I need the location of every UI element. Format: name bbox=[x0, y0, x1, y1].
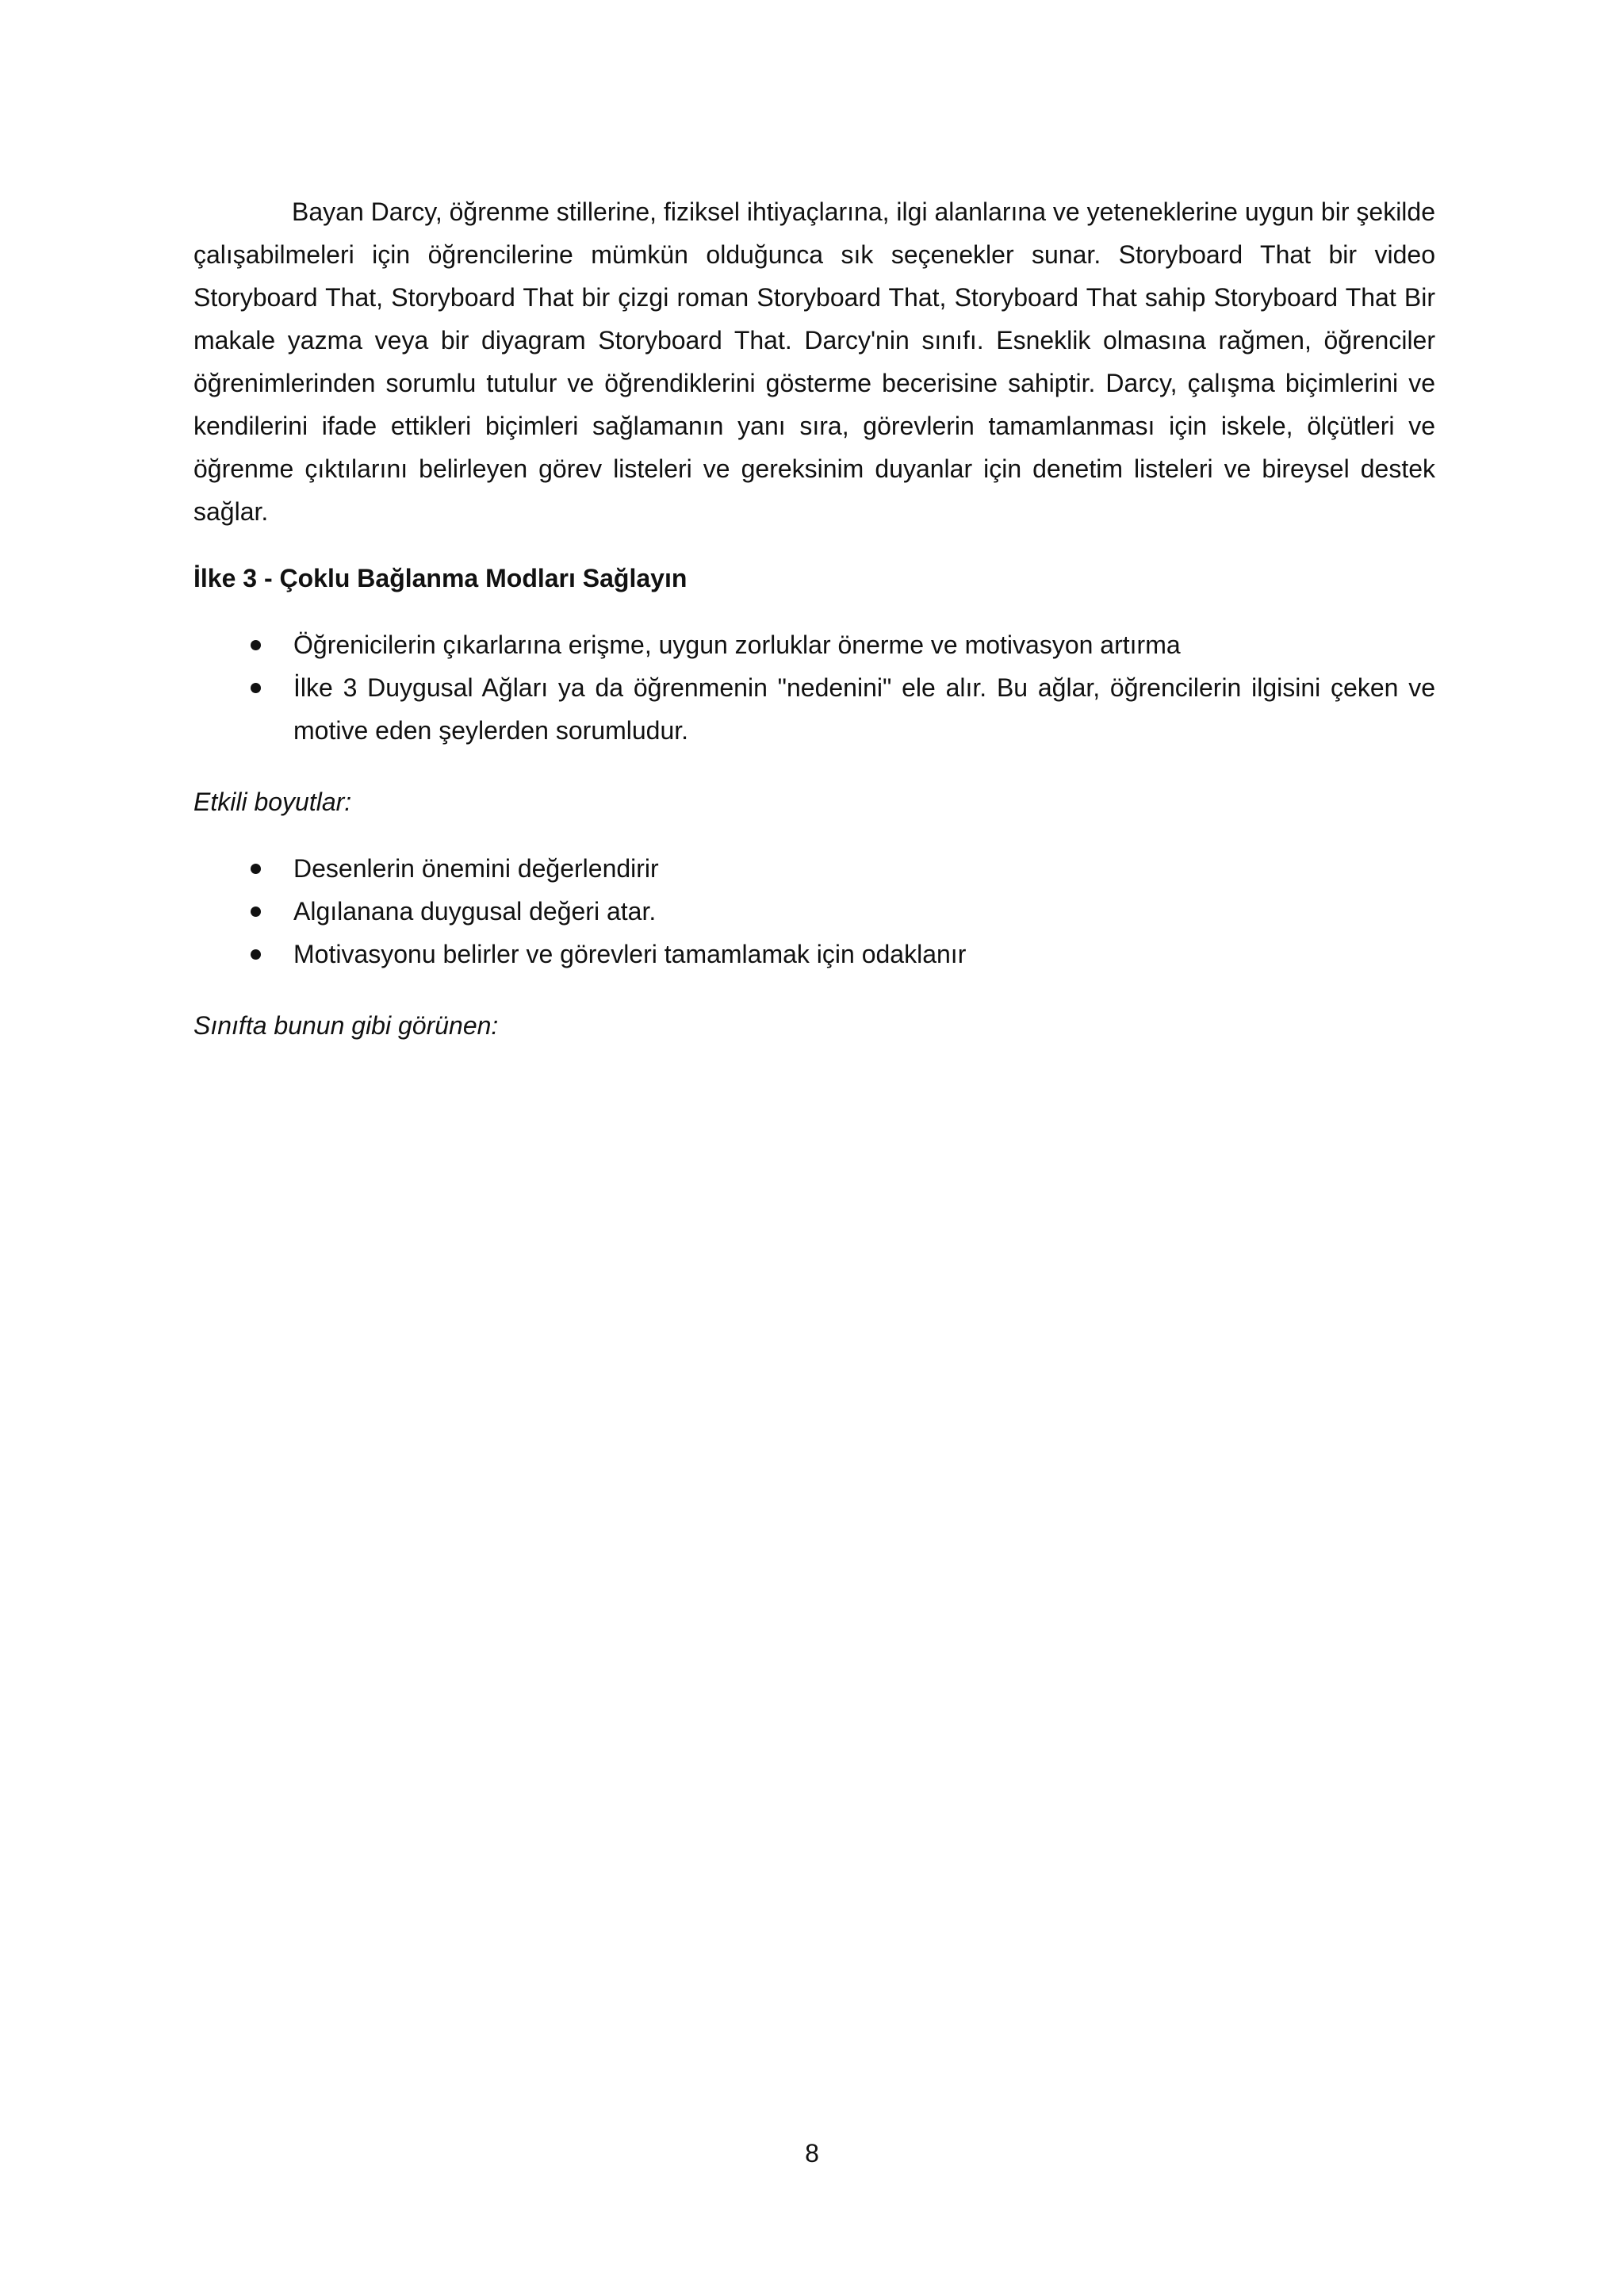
list-item bbox=[193, 890, 1435, 933]
list-item-text: Desenlerin önemini değerlendirir bbox=[293, 854, 659, 883]
effective-bullet-list bbox=[193, 847, 1435, 976]
list-item-text: Öğrenicilerin çıkarlarına erişme, uygun zorluklar önerme ve motivasyon artırma bbox=[293, 631, 1181, 659]
bullet-icon bbox=[251, 683, 261, 693]
document-page bbox=[193, 190, 1435, 1047]
list-item-text: Algılanana duygusal değeri atar. bbox=[293, 897, 657, 926]
intro-paragraph: Bayan Darcy, öğrenme stillerine, fiziksel ihtiyaçlarına, ilgi alanlarına ve yeteneklerine uygun bir şekilde çalışabilmeleri için öğrencilerine mümkün olduğunca sık seçenekler sunar. Storyboard That bir video Storyboard That, Storyboard That bir çizgi roman Storyboard That, Storyboard That sahip Storyboard That Bir makale yazma veya bir diyagram Storyboard That. Darcy'nin sınıfı. Esneklik olmasına rağmen, öğrenciler öğrenimlerinden sorumlu tutulur ve öğrendiklerini gösterme becerisine sahiptir. Darcy, çalışma biçimlerini ve kendilerini ifade ettikleri biçimleri sağlamanın yanı sıra, görevlerin tamamlanması için iskele, ölçütleri ve öğrenme çıktılarını belirleyen görev listeleri ve gereksinim duyanlar için denetim listeleri ve bireysel destek sağlar. bbox=[193, 197, 1435, 526]
bullet-icon bbox=[251, 864, 261, 874]
section-heading: İlke 3 - Çoklu Bağlanma Modları Sağlayın bbox=[193, 564, 688, 592]
list-item bbox=[193, 623, 1435, 666]
classroom-label: Sınıfta bunun gibi görünen: bbox=[193, 1011, 499, 1040]
list-item bbox=[193, 666, 1435, 752]
principle-bullet-list bbox=[193, 623, 1435, 752]
page-number: 8 bbox=[805, 2139, 819, 2168]
list-item bbox=[193, 933, 1435, 976]
bullet-icon bbox=[251, 907, 261, 917]
list-item-text: Motivasyonu belirler ve görevleri tamamlamak için odaklanır bbox=[293, 940, 967, 968]
bullet-icon bbox=[251, 640, 261, 650]
list-item bbox=[193, 847, 1435, 890]
list-item-text: İlke 3 Duygusal Ağları ya da öğrenmenin "nedenini" ele alır. Bu ağlar, öğrencilerin ilgisini çeken ve motive eden şeylerden sorumludur. bbox=[293, 673, 1435, 745]
effective-dimensions-label: Etkili boyutlar: bbox=[193, 788, 352, 816]
bullet-icon bbox=[251, 949, 261, 960]
